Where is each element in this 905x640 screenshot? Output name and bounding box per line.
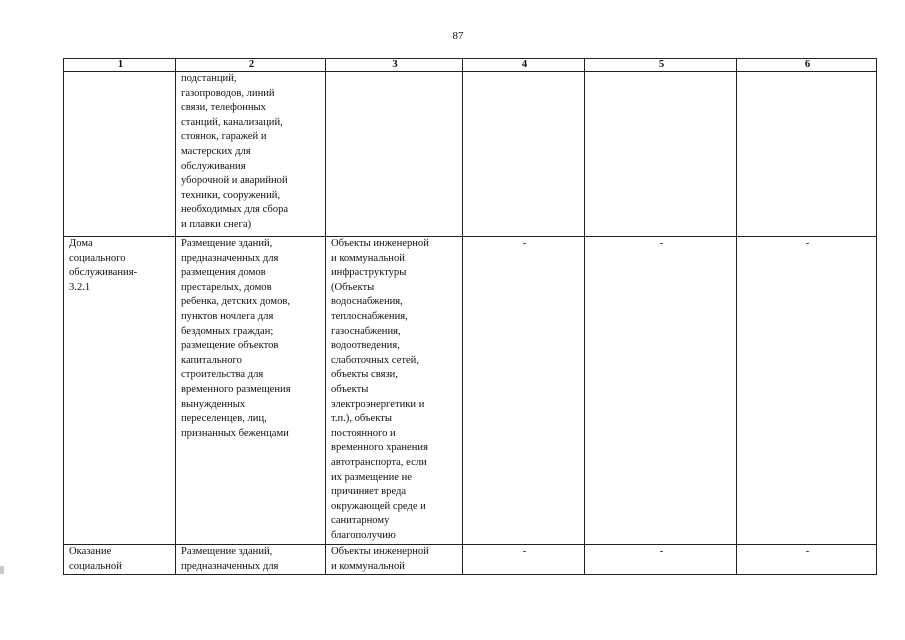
- cell-text: -: [522, 546, 527, 557]
- column-header: 6: [737, 59, 877, 72]
- table-cell: [176, 237, 326, 545]
- cell-text: Объекты инженерной и коммунальной инфраструктуры (Объекты водоснабжения, теплоснабжения, газоснабжения, водоотведения, слаботочных сетей, объекты связи, объекты электроэнергетики и т.п.), объекты постоянного и временного хранения автотранспорта, если их размещение не причиняет вреда окружающей среде и санитарному благополучию: [331, 238, 429, 541]
- cell-text: -: [805, 238, 810, 249]
- table-row: [64, 72, 877, 237]
- scan-artifact: [0, 566, 4, 574]
- table-cell: [326, 545, 463, 575]
- cell-text: -: [659, 546, 664, 557]
- table-cell: [585, 237, 737, 545]
- table-cell: [326, 72, 463, 237]
- table-header-row: [64, 59, 877, 72]
- cell-text: Объекты инженерной и коммунальной: [331, 546, 429, 572]
- column-header: 5: [585, 59, 737, 72]
- column-header: 2: [176, 59, 326, 72]
- cell-text: -: [659, 238, 664, 249]
- table-row: [64, 545, 877, 575]
- table-cell: [463, 237, 585, 545]
- table-cell: [737, 72, 877, 237]
- table-cell: [737, 237, 877, 545]
- table-cell: [176, 72, 326, 237]
- table-cell: [463, 72, 585, 237]
- table-cell: [64, 72, 176, 237]
- table-row: [64, 237, 877, 545]
- table-cell: [737, 545, 877, 575]
- cell-text: Дома социального обслуживания- 3.2.1: [69, 238, 138, 293]
- table-cell: [463, 545, 585, 575]
- table-cell: [176, 545, 326, 575]
- table-cell: [326, 237, 463, 545]
- column-header: 3: [326, 59, 463, 72]
- table-cell: [585, 545, 737, 575]
- table-cell: [585, 72, 737, 237]
- table-cell: [64, 545, 176, 575]
- cell-text: Размещение зданий, предназначенных для размещения домов престарелых, домов ребенка, детских домов, пунктов ночлега для бездомных граждан; размещение объектов капитального строительства для временного размещения вынужденных переселенцев, лиц, признанных беженцами: [181, 238, 291, 439]
- cell-text: Размещение зданий, предназначенных для: [181, 546, 279, 572]
- table-cell: [64, 237, 176, 545]
- page-number: 87: [452, 30, 464, 42]
- cell-text: -: [522, 238, 527, 249]
- column-header: 1: [64, 59, 176, 72]
- scan-mark-icon: [0, 566, 4, 574]
- cell-text: -: [805, 546, 810, 557]
- cell-text: подстанций, газопроводов, линий связи, телефонных станций, канализаций, стоянок, гаражей и мастерских для обслуживания уборочной и аварийной техники, сооружений, необходимых для сбора и плавки снега): [181, 73, 289, 230]
- document-table: [63, 58, 877, 575]
- cell-text: Оказание социальной: [69, 546, 122, 572]
- column-header: 4: [463, 59, 585, 72]
